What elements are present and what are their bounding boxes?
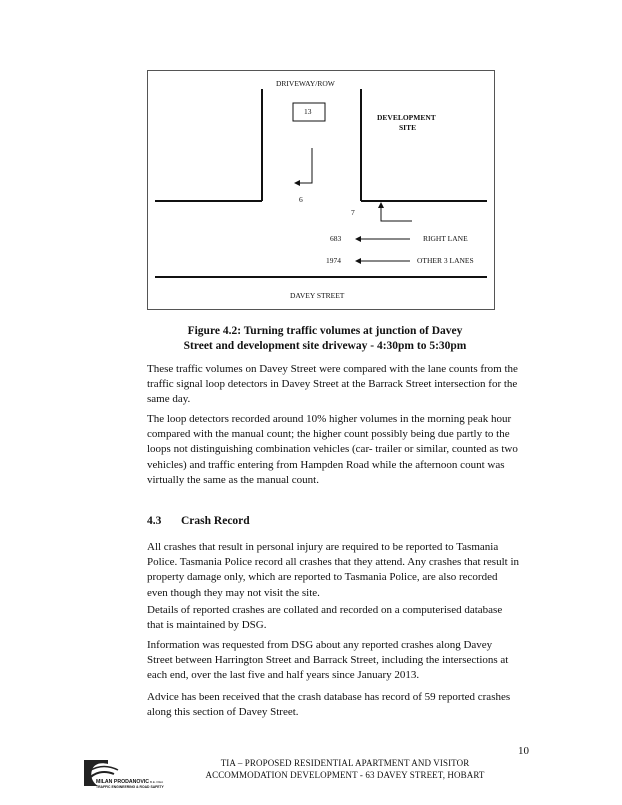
footer-title <box>180 757 510 781</box>
right-lane-label: RIGHT LANE <box>423 234 468 243</box>
logo-name: MILAN PRODANOVIC <box>96 779 150 785</box>
page-number: 10 <box>518 745 529 757</box>
right-lane-count: 683 <box>330 234 342 243</box>
street-label: DAVEY STREET <box>290 291 345 300</box>
section-number: 4.3 <box>147 515 162 527</box>
development-label-line1: DEVELOPMENT <box>377 113 436 122</box>
company-logo <box>78 750 178 790</box>
caption-line1: Figure 4.2: Turning traffic volumes at junction of Davey <box>187 325 463 337</box>
development-label-line2: SITE <box>399 123 417 132</box>
footer-line1: TIA – PROPOSED RESIDENTIAL APARTMENT AND VISITOR <box>220 758 470 768</box>
footer-line2: ACCOMMODATION DEVELOPMENT - 63 DAVEY STREET, HOBART <box>205 770 485 780</box>
section-title: Crash Record <box>181 515 250 527</box>
paragraph-crash-count: Advice has been received that the crash database has record of 59 reported crashes along this section of Davey Street. <box>147 691 511 719</box>
section-heading <box>147 515 250 527</box>
driveway-label: DRIVEWAY/ROW <box>276 79 335 88</box>
left-turn-arrowhead <box>294 180 300 186</box>
right-turn-arrow <box>381 206 412 221</box>
paragraph-lane-count-comparison: These traffic volumes on Davey Street were compared with the lane counts from the traffic signal loop detectors in Davey Street at the Barrack Street intersection for the same day. <box>147 363 518 406</box>
paragraph-crash-reporting: All crashes that result in personal injury are required to be reported to Tasmania Police. Tasmania Police record all crashes that they attend. Any crashes that result in property damage only, which are reported to Tasmania Police, are also recorded even though they may not visit the site. <box>147 541 519 599</box>
paragraph-loop-detectors: The loop detectors recorded around 10% higher volumes in the morning peak hour compared with the manual count; the higher count possibly being due partly to the loops not distinguishing combination vehicles (car- trailer or similar, counted as two vehicles) and traffic entering from Hampden Road while the afternoon count was virtually the same as the manual count. <box>147 413 518 486</box>
other-lanes-arrowhead <box>355 258 361 264</box>
right-lane-arrowhead <box>355 236 361 242</box>
right-turn-count: 7 <box>351 208 355 217</box>
right-turn-arrowhead <box>378 202 384 208</box>
logo-tagline: TRAFFIC ENGINEERING & ROAD SAFETY <box>96 785 164 789</box>
other-lanes-count: 1974 <box>326 256 341 265</box>
caption-line2: Street and development site driveway - 4:30pm to 5:30pm <box>183 340 467 352</box>
count-box-value: 13 <box>304 107 312 116</box>
paragraph-database: Details of reported crashes are collated and recorded on a computerised database that is maintained by DSG. <box>147 604 503 632</box>
figure-caption <box>130 324 520 354</box>
other-lanes-label: OTHER 3 LANES <box>417 256 474 265</box>
left-turn-count: 6 <box>299 195 303 204</box>
logo-suffix: B.E. FIEA <box>150 780 164 784</box>
left-turn-arrow <box>297 148 312 183</box>
paragraph-information-request: Information was requested from DSG about any reported crashes along Davey Street between Harrington Street and Barrack Street, including the intersections at each end, over the last five and half years since January 2013. <box>147 639 509 682</box>
